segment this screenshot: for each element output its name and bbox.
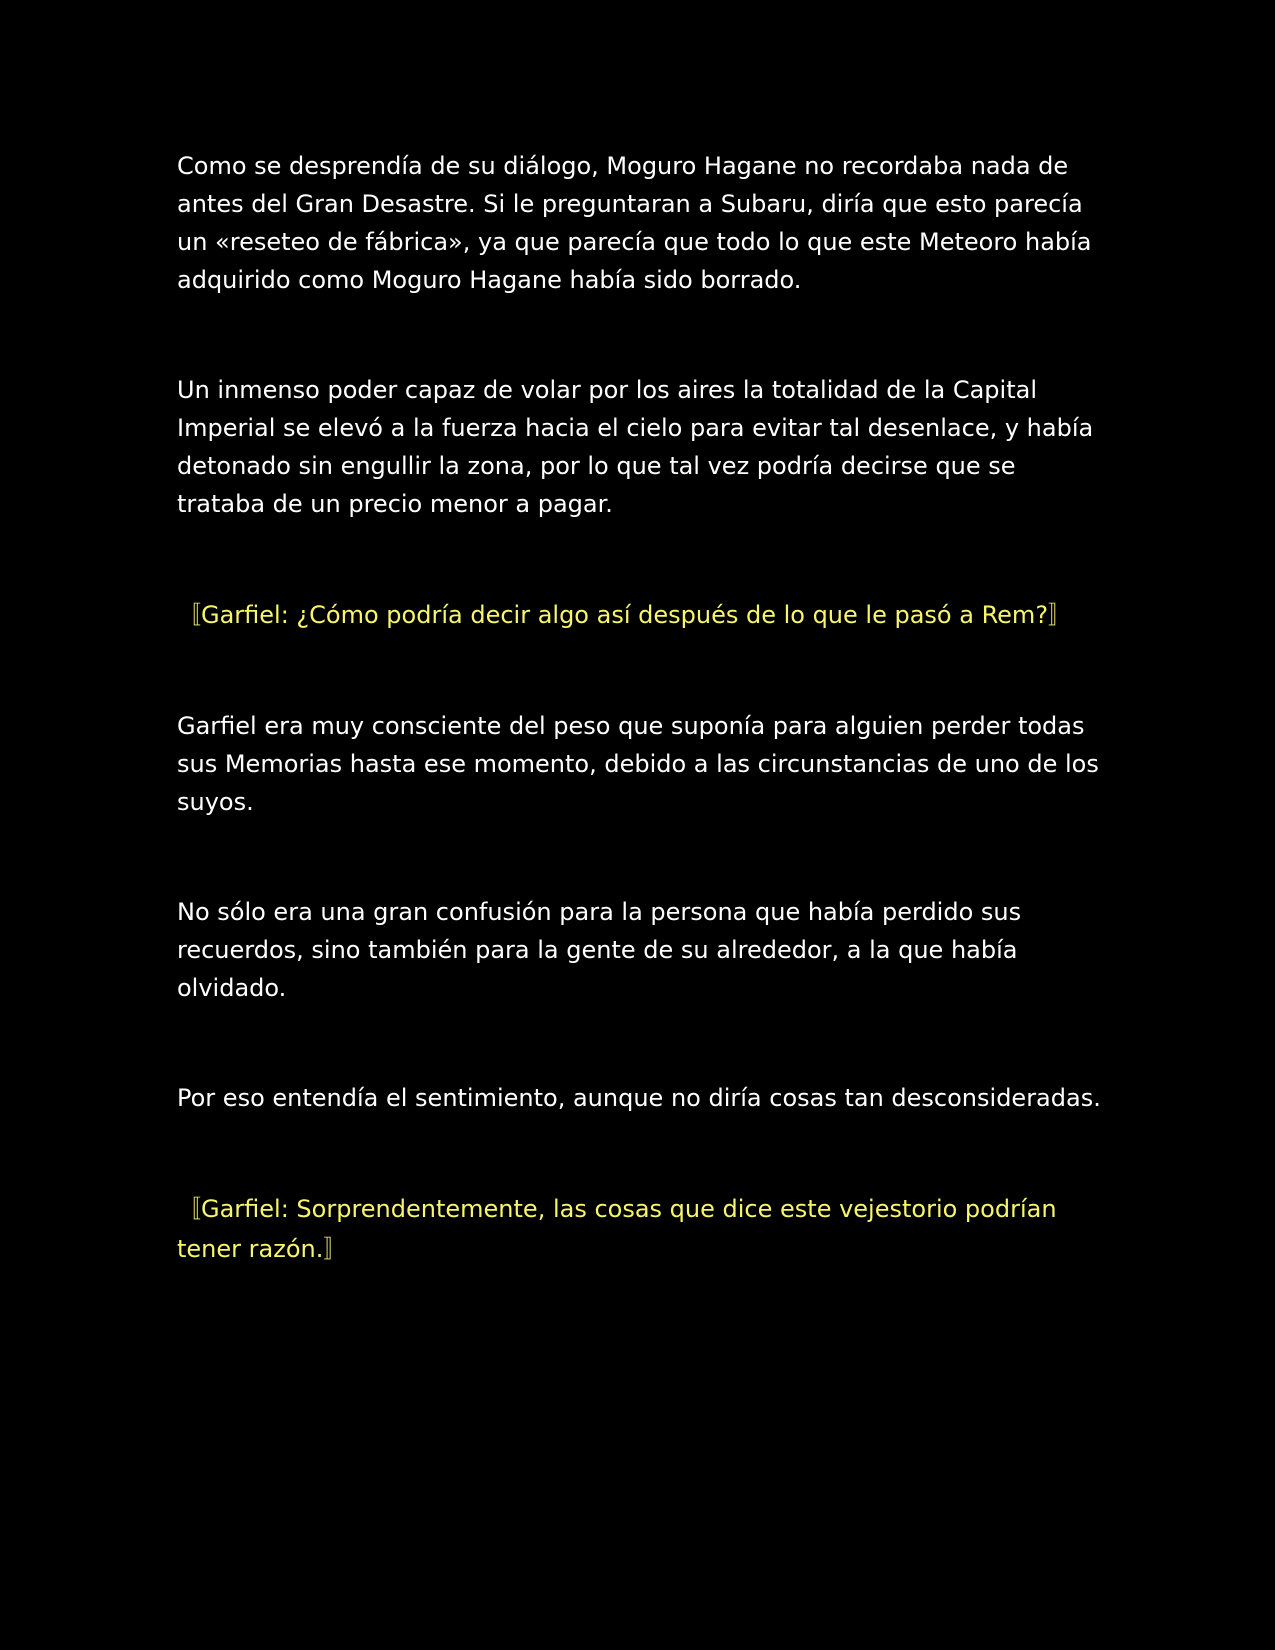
paragraph-2: Un inmenso poder capaz de volar por los aires la totalidad de la Capital Imperial se elevó a la fuerza hacia el cielo para evitar tal desenlace, y había detonado sin engullir la zona, por lo que tal vez podría decirse que se trataba de un precio menor a pagar. <box>177 376 1094 518</box>
dialogue-garfiel-1: 〚Garfiel: ¿Cómo podría decir algo así después de lo que le pasó a Rem?〛 <box>177 601 1073 629</box>
document-body <box>177 147 1107 1269</box>
paragraph-4: No sólo era una gran confusión para la persona que había perdido sus recuerdos, sino también para la gente de su alrededor, a la que había olvidado. <box>177 898 1022 1002</box>
paragraph-1: Como se desprendía de su diálogo, Moguro Hagane no recordaba nada de antes del Gran Desastre. Si le preguntaran a Subaru, diría que esto parecía un «reseteo de fábrica», ya que parecía que todo lo que este Meteoro había adquirido como Moguro Hagane había sido borrado. <box>177 152 1092 294</box>
paragraph-3: Garfiel era muy consciente del peso que suponía para alguien perder todas sus Memorias hasta ese momento, debido a las circunstancias de uno de los suyos. <box>177 712 1099 816</box>
paragraph-5: Por eso entendía el sentimiento, aunque no diría cosas tan desconsideradas. <box>177 1084 1101 1112</box>
dialogue-garfiel-2: 〚Garfiel: Sorprendentemente, las cosas que dice este vejestorio podrían tener razón.〛 <box>177 1195 1057 1263</box>
